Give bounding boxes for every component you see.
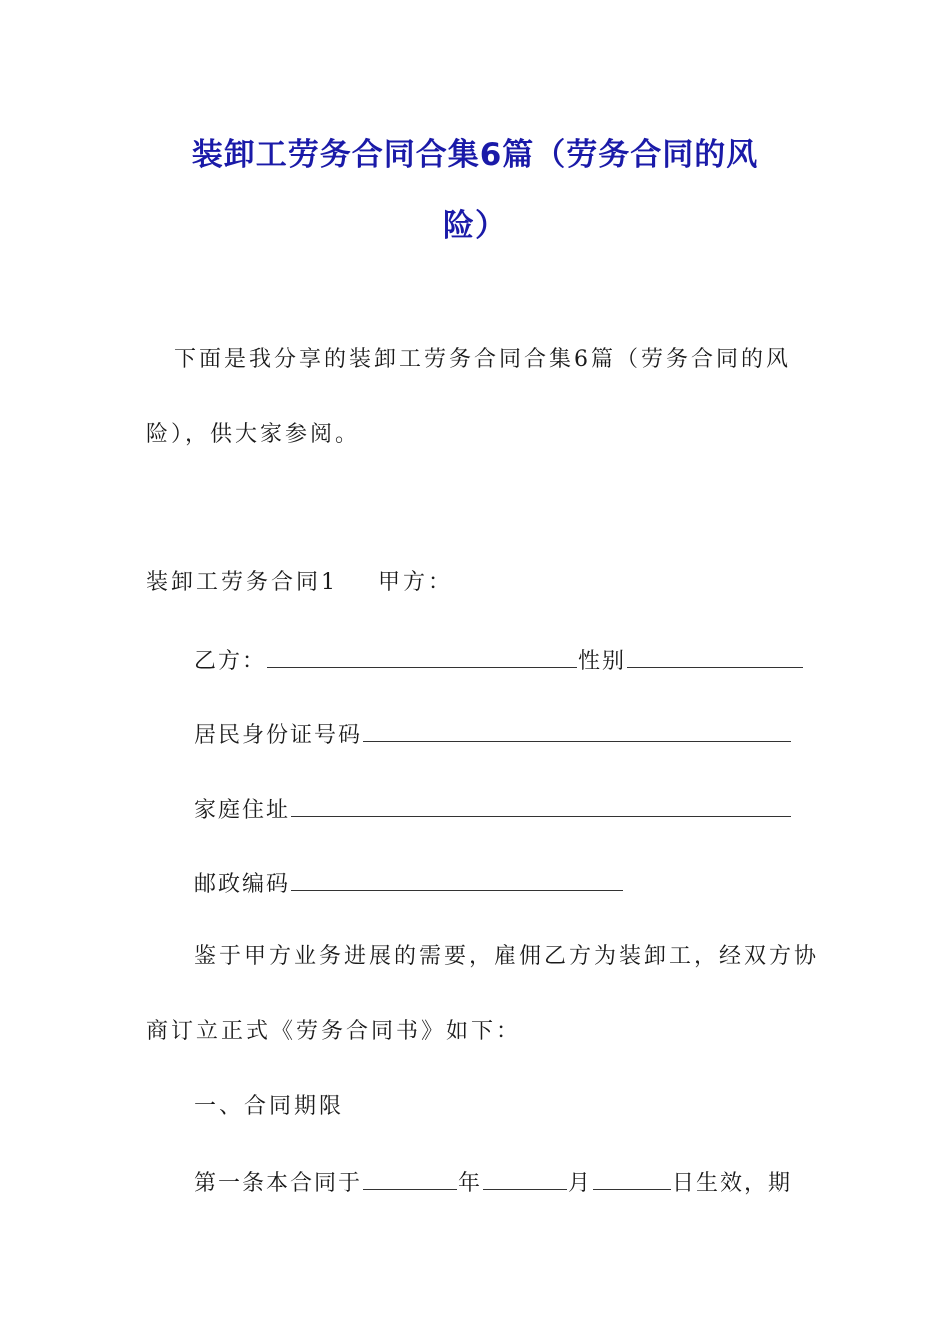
month-blank — [483, 1167, 567, 1190]
document-title-line-2: 险） — [443, 208, 507, 244]
preamble-line-1: 鉴于甲方业务进展的需要，雇佣乙方为装卸工，经双方协 — [194, 944, 820, 969]
contract-heading-row — [146, 569, 453, 597]
address-row — [194, 794, 792, 825]
address-blank — [291, 794, 791, 817]
clause-1-prefix: 第一条本合同于 — [194, 1171, 363, 1196]
day-blank — [593, 1167, 671, 1190]
year-blank — [363, 1167, 457, 1190]
month-label: 月 — [568, 1171, 593, 1196]
section-heading-term: 一、合同期限 — [194, 1094, 345, 1119]
postcode-label: 邮政编码 — [194, 872, 291, 897]
preamble-line-2: 商订立正式《劳务合同书》如下： — [146, 1019, 522, 1044]
postcode-row — [194, 868, 624, 899]
clause-1-suffix: 日生效，期 — [672, 1171, 793, 1196]
clause-1-row — [194, 1167, 792, 1198]
postcode-blank — [291, 868, 623, 891]
gender-blank — [627, 645, 803, 668]
party-b-row — [194, 645, 804, 676]
id-number-row — [194, 719, 792, 750]
address-label: 家庭住址 — [194, 798, 291, 823]
gender-label: 性别 — [578, 649, 627, 674]
party-b-name-blank — [267, 645, 577, 668]
id-number-label: 居民身份证号码 — [194, 723, 363, 748]
party-b-label: 乙方： — [194, 649, 267, 674]
intro-line-1: 下面是我分享的装卸工劳务合同合集6篇（劳务合同的风 — [174, 347, 791, 372]
document-title-line-1: 装卸工劳务合同合集6篇（劳务合同的风 — [191, 137, 759, 173]
contract-heading: 装卸工劳务合同1 — [146, 570, 338, 595]
intro-line-2: 险），供大家参阅。 — [146, 422, 361, 447]
year-label: 年 — [458, 1171, 483, 1196]
id-number-blank — [363, 719, 791, 742]
party-a-label: 甲方： — [378, 570, 454, 595]
